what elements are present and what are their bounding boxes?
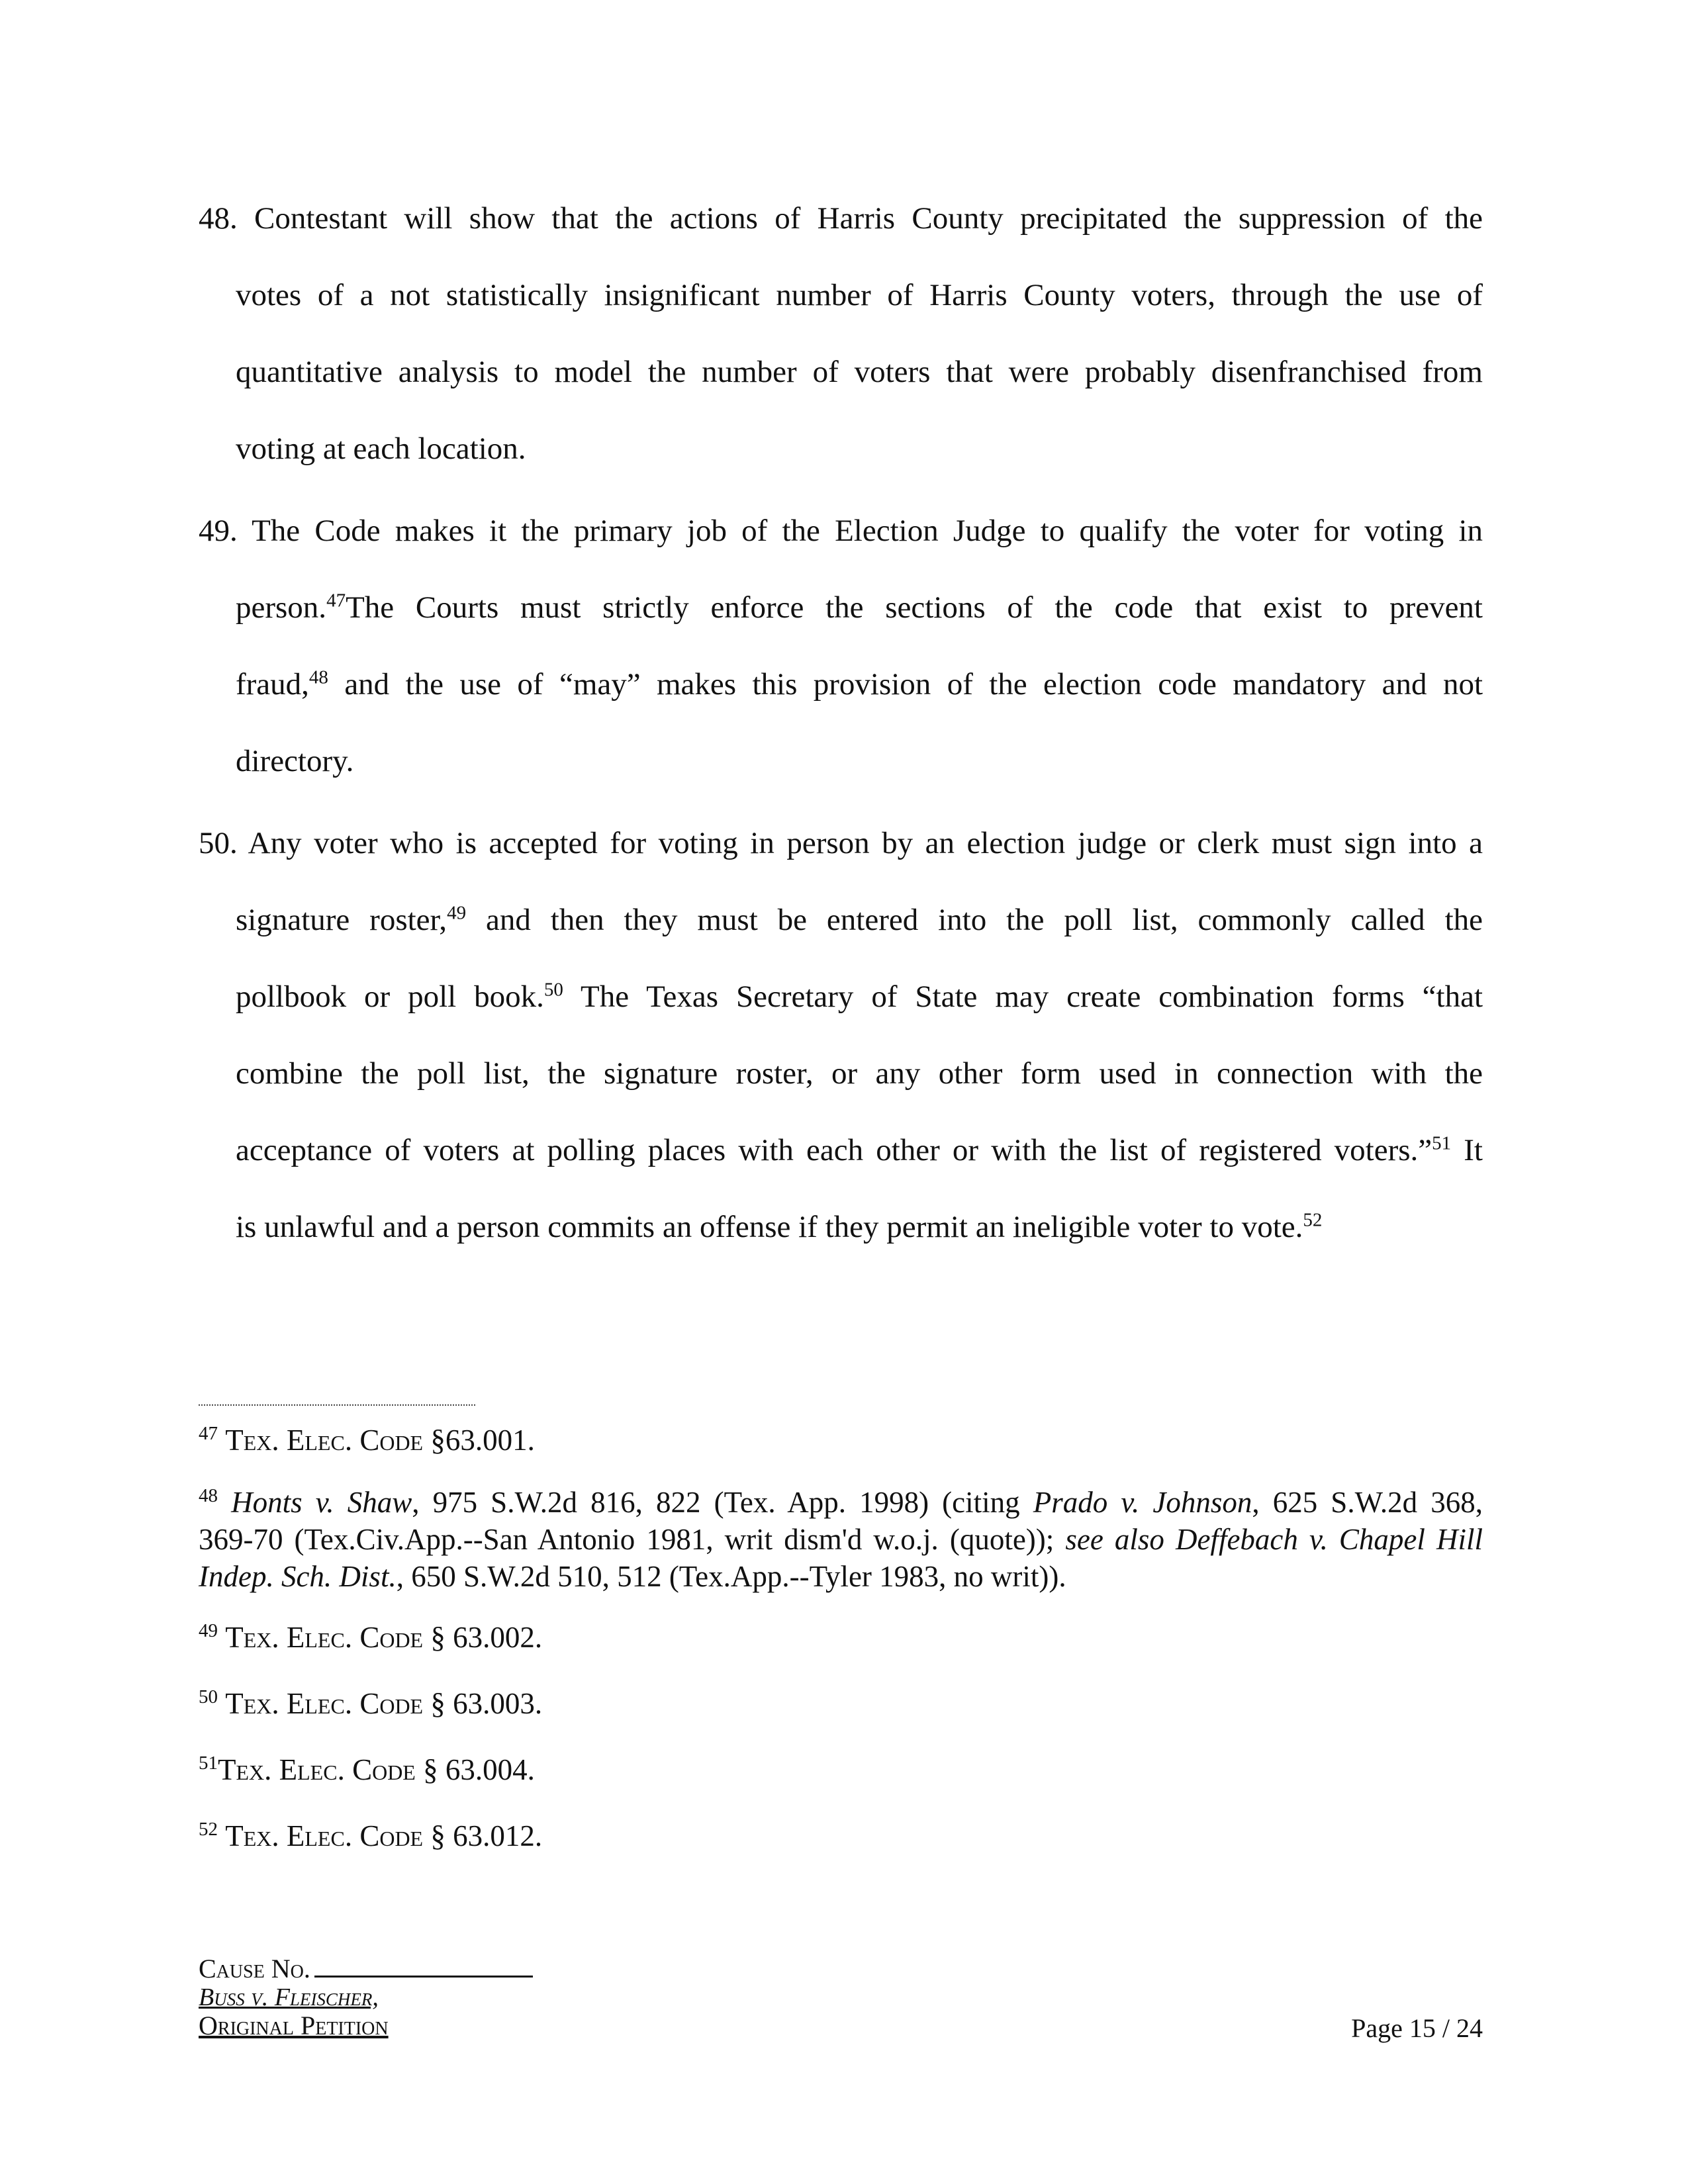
paragraph-line: votes of a not statistically insignificant number of Harris County voters, through the use of <box>236 278 1483 312</box>
citation: , 625 S.W.2d 368, <box>1252 1486 1483 1519</box>
case-name: Indep. Sch. Dist. <box>199 1560 397 1593</box>
paragraph-text: Contestant will show that the actions of Harris County precipitated the suppression of the <box>254 201 1483 236</box>
footnote-number: 49 <box>199 1620 218 1641</box>
paragraph-line: voting at each location. <box>236 432 526 466</box>
cause-label: Cause No. <box>199 1954 310 1983</box>
paragraph-text: acceptance of voters at polling places with each other or with the list of registered voters.” <box>236 1133 1432 1167</box>
paragraph-line <box>199 199 1483 238</box>
paragraph-text: is unlawful and a person commits an offense if they permit an ineligible voter to vote. <box>236 1210 1303 1244</box>
footer-document-title <box>199 2011 389 2041</box>
footnote-ref-48[interactable]: 48 <box>308 666 328 688</box>
document-title: Original Petition <box>199 2011 389 2040</box>
footnote-text: Tex. Elec. Code § 63.003. <box>225 1687 543 1720</box>
citation: 369-70 (Tex.Civ.App.--San Antonio 1981, writ dism'd w.o.j. (quote)); <box>199 1523 1066 1556</box>
footer-cause-number <box>199 1954 533 1984</box>
paragraph-text: signature roster, <box>236 903 447 937</box>
page-number: Page 15 / 24 <box>1351 2013 1483 2043</box>
paragraph-text: It <box>1464 1133 1483 1167</box>
paragraph-line <box>236 977 1483 1017</box>
case-name: Prado v. Johnson <box>1033 1486 1252 1519</box>
footnote-separator <box>199 1404 475 1406</box>
footnote-number: 50 <box>199 1686 218 1707</box>
case-name: see also Deffebach v. Chapel Hill <box>1065 1523 1483 1556</box>
footnote-number: 48 <box>199 1485 218 1506</box>
case-name: Buss v. Fleischer, <box>199 1983 379 2011</box>
footnote-ref-47[interactable]: 47 <box>326 590 346 612</box>
footnote-number: 47 <box>199 1423 218 1444</box>
footnote-text: Tex. Elec. Code § 63.004. <box>218 1753 535 1786</box>
footnote-number: 52 <box>199 1819 218 1840</box>
paragraph-number: 48. <box>199 201 238 236</box>
paragraph-line <box>199 511 1483 551</box>
citation: , 650 S.W.2d 510, 512 (Tex.App.--Tyler 1983, no writ)). <box>396 1560 1066 1593</box>
paragraph-line: combine the poll list, the signature roster, or any other form used in connection with the <box>236 1056 1483 1091</box>
paragraph-number: 50. <box>199 826 238 860</box>
footnote-47 <box>199 1422 1483 1459</box>
case-name: Honts v. Shaw <box>231 1486 412 1519</box>
footnote-number: 51 <box>199 1752 218 1774</box>
cause-number-blank <box>314 1956 533 1978</box>
paragraph-text: The Code makes it the primary job of the Election Judge to qualify the voter for voting in <box>252 514 1483 548</box>
footnote-50 <box>199 1685 1483 1722</box>
paragraph-number: 49. <box>199 514 238 548</box>
paragraph-line: quantitative analysis to model the number of voters that were probably disenfranchised from <box>236 355 1483 389</box>
citation: , 975 S.W.2d 816, 822 (Tex. App. 1998) (citing <box>412 1486 1033 1519</box>
paragraph-text: person. <box>236 590 327 625</box>
footnote-text: Tex. Elec. Code §63.001. <box>225 1424 535 1457</box>
footnote-48 <box>199 1484 1483 1595</box>
paragraph-text: The Courts must strictly enforce the sections of the code that exist to prevent <box>346 590 1483 625</box>
paragraph-text: Any voter who is accepted for voting in person by an election judge or clerk must sign into a <box>248 826 1483 860</box>
paragraph-text: pollbook or poll book. <box>236 979 544 1014</box>
paragraph-line <box>236 1207 1483 1247</box>
paragraph-line <box>236 588 1483 627</box>
footnote-text: Tex. Elec. Code § 63.012. <box>225 1819 543 1852</box>
footnote-ref-49[interactable]: 49 <box>447 902 467 924</box>
paragraph-line <box>236 664 1483 704</box>
paragraph-line <box>236 900 1483 940</box>
footnote-49 <box>199 1619 1483 1656</box>
paragraph-text: fraud, <box>236 667 309 702</box>
footnote-text: Tex. Elec. Code § 63.002. <box>225 1621 543 1654</box>
paragraph-line: directory. <box>236 744 354 778</box>
footnote-ref-51[interactable]: 51 <box>1432 1132 1452 1154</box>
footnote-52 <box>199 1817 1483 1854</box>
footnote-ref-50[interactable]: 50 <box>543 979 563 1001</box>
footer-case-name <box>199 1983 379 2012</box>
paragraph-text: The Texas Secretary of State may create combination forms “that <box>580 979 1483 1014</box>
paragraph-line <box>199 823 1483 863</box>
footnote-ref-52[interactable]: 52 <box>1303 1209 1323 1231</box>
paragraph-line <box>236 1130 1483 1170</box>
paragraph-text: and the use of “may” makes this provision of the election code mandatory and not <box>344 667 1483 702</box>
paragraph-text: and then they must be entered into the poll list, commonly called the <box>485 903 1483 937</box>
footnote-51 <box>199 1751 1483 1788</box>
